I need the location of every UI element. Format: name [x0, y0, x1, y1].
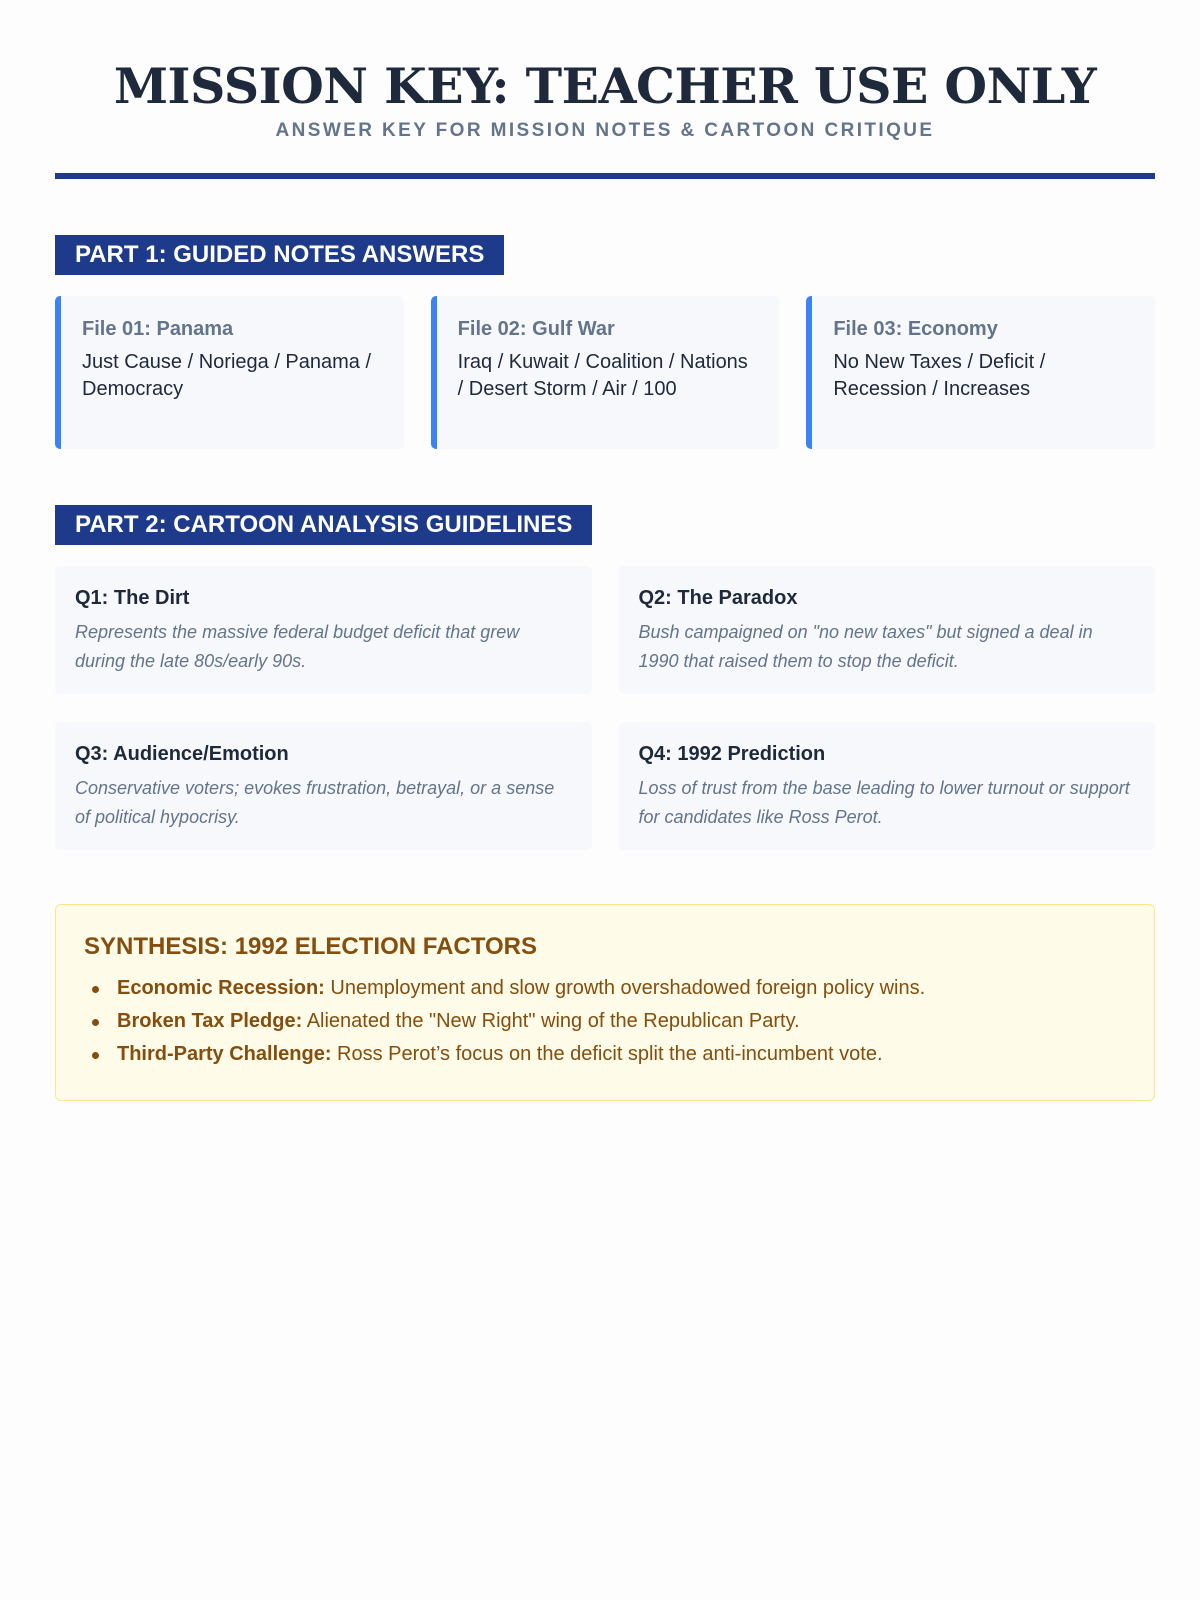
file-answer: No New Taxes / Deficit / Recession / Increases	[833, 351, 1046, 400]
synthesis-list	[84, 972, 1126, 1071]
question-title: Q3: Audience/Emotion	[75, 743, 289, 765]
bullet-icon	[92, 1052, 99, 1059]
file-title: File 02: Gulf War	[457, 318, 615, 340]
file-title: File 01: Panama	[82, 318, 234, 340]
question-card-q3	[55, 722, 592, 850]
part1-heading: PART 1: GUIDED NOTES ANSWERS	[55, 235, 504, 275]
synthesis-item	[84, 972, 1126, 1005]
cartoon-analysis-guidelines	[55, 566, 1155, 850]
page-title: MISSION KEY: TEACHER USE ONLY	[113, 57, 1097, 115]
question-card-q2	[619, 566, 1156, 694]
file-answer: Just Cause / Noriega / Panama / Democracy	[82, 351, 372, 400]
synthesis-item-label: Economic Recession:	[117, 977, 325, 999]
question-answer: Bush campaigned on "no new taxes" but signed a deal in 1990 that raised them to stop the deficit.	[638, 622, 1093, 671]
question-answer: Loss of trust from the base leading to lower turnout or support for candidates like Ross Perot.	[638, 778, 1130, 827]
synthesis-item	[84, 1005, 1126, 1038]
synthesis-item-text: Ross Perot’s focus on the deficit split the anti-incumbent vote.	[331, 1043, 883, 1065]
header-divider	[55, 173, 1155, 179]
synthesis-box	[55, 904, 1155, 1101]
page-subtitle: ANSWER KEY FOR MISSION NOTES & CARTOON CRITIQUE	[275, 120, 935, 141]
synthesis-title: SYNTHESIS: 1992 ELECTION FACTORS	[84, 933, 537, 960]
synthesis-item-text: Alienated the "New Right" wing of the Republican Party.	[302, 1010, 800, 1032]
synthesis-item-label: Third-Party Challenge:	[117, 1043, 332, 1065]
bullet-icon	[92, 986, 99, 993]
synthesis-item-text: Unemployment and slow growth overshadowed foreign policy wins.	[324, 977, 926, 999]
question-card-q4	[619, 722, 1156, 850]
part2-heading: PART 2: CARTOON ANALYSIS GUIDELINES	[55, 505, 592, 545]
question-title: Q4: 1992 Prediction	[638, 743, 826, 765]
question-answer: Represents the massive federal budget deficit that grew during the late 80s/early 90s.	[75, 622, 520, 671]
file-card-gulf-war	[431, 296, 780, 449]
question-answer: Conservative voters; evokes frustration, betrayal, or a sense of political hypocrisy.	[75, 778, 555, 827]
guided-notes-answers	[55, 296, 1155, 449]
answer-key-page	[55, 0, 1155, 1101]
synthesis-item	[84, 1038, 1126, 1071]
question-title: Q1: The Dirt	[75, 587, 190, 609]
file-title: File 03: Economy	[833, 318, 998, 340]
file-answer: Iraq / Kuwait / Coalition / Nations / Desert Storm / Air / 100	[457, 351, 748, 400]
question-card-q1	[55, 566, 592, 694]
question-title: Q2: The Paradox	[638, 587, 798, 609]
bullet-icon	[92, 1019, 99, 1026]
file-card-panama	[55, 296, 404, 449]
synthesis-item-label: Broken Tax Pledge:	[117, 1010, 303, 1032]
file-card-economy	[806, 296, 1155, 449]
